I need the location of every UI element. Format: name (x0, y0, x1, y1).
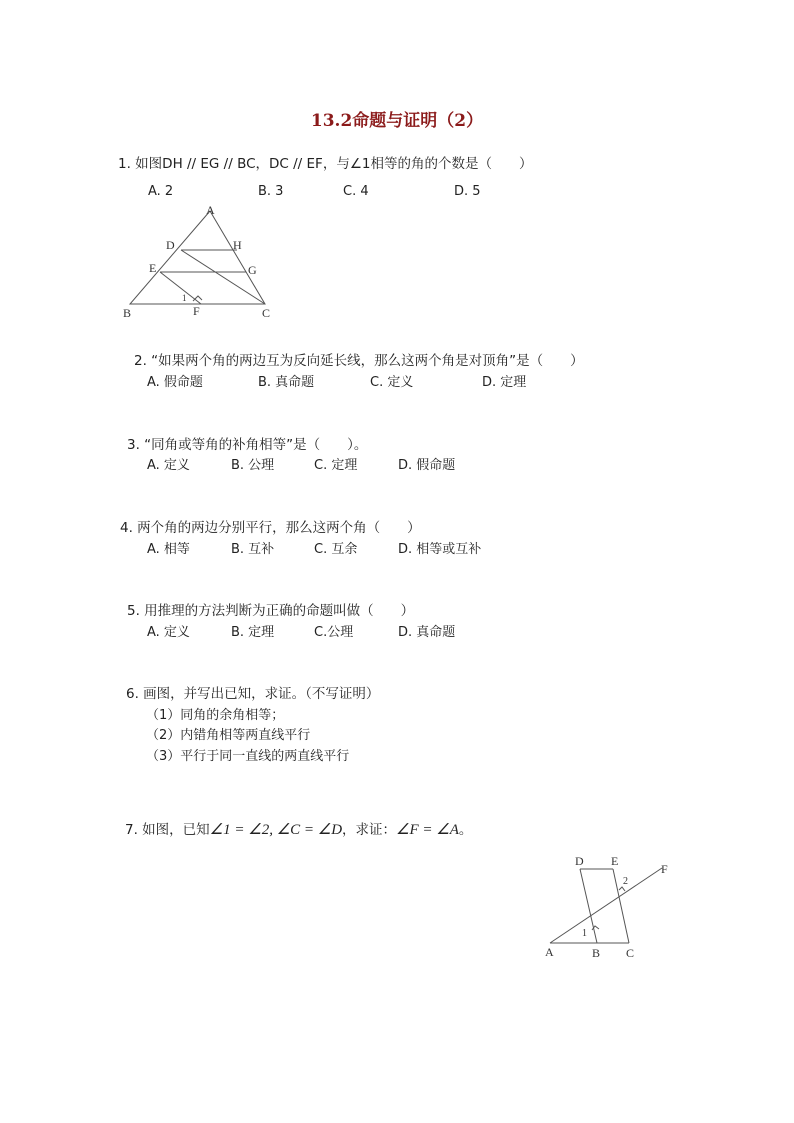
q3-option-d: D. 假命题 (398, 458, 456, 473)
q1-option-b: B. 3 (258, 184, 284, 199)
q5-option-a: A. 定义 (147, 625, 190, 640)
q2-option-b: B. 真命题 (258, 375, 315, 390)
q7-given-math: ∠1 = ∠2, ∠C = ∠D (209, 822, 343, 838)
label-angle-2: 2 (623, 876, 628, 887)
question-4-stem: 4. 两个角的两边分别平行，那么这两个角（ ） (120, 520, 421, 536)
q3-option-b: B. 公理 (231, 458, 275, 473)
q7-parallelogram-figure (540, 850, 680, 965)
question-6-stem: 6. 画图，并写出已知，求证。（不写证明） (126, 686, 380, 702)
question-2-stem: 2. “如果两个角的两边互为反向延长线，那么这两个角是对顶角”是（ ） (134, 353, 584, 369)
q4-option-c: C. 互余 (314, 542, 358, 557)
q1-option-c: C. 4 (343, 184, 369, 199)
q2-option-a: A. 假命题 (147, 375, 203, 390)
q2-option-c: C. 定义 (370, 375, 414, 390)
q7-prefix: 7. 如图，已知 (125, 822, 210, 838)
question-3-stem: 3. “同角或等角的补角相等”是（ ）。 (127, 437, 368, 453)
label-angle-1: 1 (182, 293, 187, 303)
q1-option-a: A. 2 (148, 184, 174, 199)
q5-option-b: B. 定理 (231, 625, 275, 640)
line-dc (181, 250, 265, 304)
triangle-abc (130, 211, 265, 304)
q5-option-c: C.公理 (314, 625, 354, 640)
label-f: F (193, 304, 200, 318)
q7-middle: ，求证： (342, 822, 397, 838)
label-angle-1: 1 (582, 928, 587, 939)
q7-suffix: 。 (458, 822, 473, 838)
label-b: B (592, 946, 601, 960)
q6-item-1: （1）同角的余角相等； (146, 708, 285, 723)
q1-triangle-figure (115, 200, 285, 325)
label-c: C (262, 306, 271, 320)
page-title: 13.2命题与证明（2） (310, 111, 484, 131)
label-a: A (206, 203, 215, 217)
line-af (550, 868, 662, 943)
q3-option-a: A. 定义 (147, 458, 190, 473)
label-h: H (233, 238, 242, 252)
label-g: G (248, 263, 257, 277)
q4-option-b: B. 互补 (231, 542, 275, 557)
q7-prove-math: ∠F = ∠A (396, 822, 459, 838)
q6-item-3: （3）平行于同一直线的两直线平行 (146, 749, 350, 764)
question-1-stem: 1. 如图DH // EG // BC，DC // EF，与∠1相等的角的个数是（ ） (118, 156, 533, 172)
angle-2-mark (619, 887, 625, 891)
label-d: D (575, 854, 584, 868)
q4-option-d: D. 相等或互补 (398, 542, 482, 557)
label-d: D (166, 238, 175, 252)
label-f: F (661, 862, 668, 876)
q2-option-d: D. 定理 (482, 375, 527, 390)
question-7-stem (125, 818, 472, 839)
q6-item-2: （2）内错角相等两直线平行 (146, 728, 311, 743)
label-c: C (626, 946, 635, 960)
q4-option-a: A. 相等 (147, 542, 190, 557)
label-e: E (611, 854, 619, 868)
label-b: B (123, 306, 132, 320)
question-5-stem: 5. 用推理的方法判断为正确的命题叫做（ ） (127, 603, 415, 619)
label-e: E (149, 261, 157, 275)
q5-option-d: D. 真命题 (398, 625, 456, 640)
label-a: A (545, 945, 554, 959)
q1-option-d: D. 5 (454, 184, 481, 199)
q3-option-c: C. 定理 (314, 458, 358, 473)
